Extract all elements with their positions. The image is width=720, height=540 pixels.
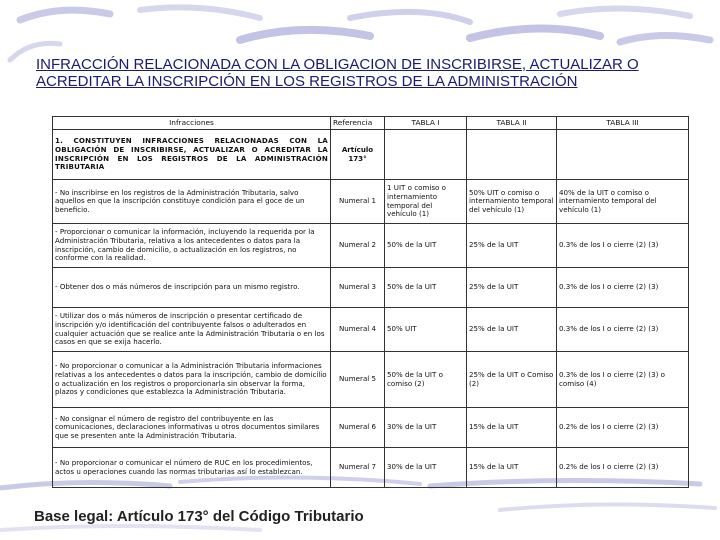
legal-basis-footer: Base legal: Artículo 173° del Código Tributario bbox=[34, 508, 364, 525]
row-tabla-3: 0.3% de los I o cierre (2) (3) o comiso (4) bbox=[557, 352, 689, 408]
row-tabla-2: 25% de la UIT bbox=[467, 308, 557, 352]
row-reference: Numeral 4 bbox=[331, 308, 385, 352]
row-description: - Obtener dos o más números de inscripción para un mismo registro. bbox=[53, 268, 331, 308]
section-t1 bbox=[385, 130, 467, 180]
row-reference: Numeral 2 bbox=[331, 224, 385, 268]
section-t3 bbox=[557, 130, 689, 180]
row-tabla-3: 0.3% de los I o cierre (2) (3) bbox=[557, 308, 689, 352]
row-description: - No proporcionar o comunicar el número de RUC en los procedimientos, actos u operaciones cuando las normas tributarias así lo establezcan. bbox=[53, 448, 331, 488]
row-tabla-1: 50% de la UIT o comiso (2) bbox=[385, 352, 467, 408]
page-title: INFRACCIÓN RELACIONADA CON LA OBLIGACION DE INSCRIBIRSE, ACTUALIZAR O ACREDITAR LA INSCRIPCIÓN EN LOS REGISTROS DE LA ADMINISTRACIÓN bbox=[36, 56, 639, 90]
row-tabla-1: 50% de la UIT bbox=[385, 268, 467, 308]
row-tabla-1: 50% UIT bbox=[385, 308, 467, 352]
row-tabla-3: 0.3% de los I o cierre (2) (3) bbox=[557, 268, 689, 308]
table-row bbox=[53, 308, 689, 352]
row-tabla-2: 25% de la UIT bbox=[467, 268, 557, 308]
header-infracciones: Infracciones bbox=[53, 117, 331, 130]
header-referencia: Referencia bbox=[331, 117, 385, 130]
row-description: - Utilizar dos o más números de inscripción o presentar certificado de inscripción y/o identificación del contribuyente falsos o adulterados en cualquier actuación que se realice ante la Administración Tributaria o en los casos en que se exija hacerlo. bbox=[53, 308, 331, 352]
row-reference: Numeral 6 bbox=[331, 408, 385, 448]
header-tabla-3: TABLA III bbox=[557, 117, 689, 130]
row-reference: Numeral 5 bbox=[331, 352, 385, 408]
row-tabla-2: 15% de la UIT bbox=[467, 448, 557, 488]
row-description: - No consignar el número de registro del contribuyente en las comunicaciones, declaraciones informativas u otros documentos similares que se presenten ante la Administración Tributaria. bbox=[53, 408, 331, 448]
section-reference: Artículo 173° bbox=[331, 130, 385, 180]
infractions-table bbox=[52, 116, 689, 488]
table-row bbox=[53, 448, 689, 488]
section-row bbox=[53, 130, 689, 180]
table-row bbox=[53, 268, 689, 308]
section-description: 1. CONSTITUYEN INFRACCIONES RELACIONADAS CON LA OBLIGACIÓN DE INSCRIBIRSE, ACTUALIZAR O ACREDITAR LA INSCRIPCIÓN EN LOS REGISTROS DE LA ADMINISTRACIÓN TRIBUTARIA bbox=[53, 130, 331, 180]
row-tabla-1: 30% de la UIT bbox=[385, 408, 467, 448]
row-reference: Numeral 7 bbox=[331, 448, 385, 488]
row-tabla-3: 0.3% de los I o cierre (2) (3) bbox=[557, 224, 689, 268]
row-tabla-3: 40% de la UIT o comiso o internamiento temporal del vehículo (1) bbox=[557, 180, 689, 224]
table-row bbox=[53, 408, 689, 448]
row-tabla-2: 25% de la UIT o Comiso (2) bbox=[467, 352, 557, 408]
row-reference: Numeral 3 bbox=[331, 268, 385, 308]
row-tabla-1: 30% de la UIT bbox=[385, 448, 467, 488]
row-description: - No inscribirse en los registros de la Administración Tributaria, salvo aquellos en que la inscripción constituye condición para el goce de un beneficio. bbox=[53, 180, 331, 224]
row-tabla-2: 50% UIT o comiso o internamiento temporal del vehículo (1) bbox=[467, 180, 557, 224]
table-header-row bbox=[53, 117, 689, 130]
row-description: - No proporcionar o comunicar a la Administración Tributaria informaciones relativas a los antecedentes o datos para la inscripción, cambio de domicilio o actualización en los registros o proporcionarla sin observar la forma, plazos y condiciones que establezca la Administración Tributaria. bbox=[53, 352, 331, 408]
row-tabla-2: 15% de la UIT bbox=[467, 408, 557, 448]
row-tabla-3: 0.2% de los I o cierre (2) (3) bbox=[557, 408, 689, 448]
section-t2 bbox=[467, 130, 557, 180]
table-row bbox=[53, 180, 689, 224]
row-tabla-2: 25% de la UIT bbox=[467, 224, 557, 268]
header-tabla-1: TABLA I bbox=[385, 117, 467, 130]
row-tabla-1: 1 UIT o comiso o internamiento temporal del vehículo (1) bbox=[385, 180, 467, 224]
header-tabla-2: TABLA II bbox=[467, 117, 557, 130]
row-description: - Proporcionar o comunicar la información, incluyendo la requerida por la Administración Tributaria, relativa a los antecedentes o datos para la inscripción, cambio de domicilio, o actualización en los registros, no conforme con la realidad. bbox=[53, 224, 331, 268]
table-row bbox=[53, 224, 689, 268]
row-tabla-1: 50% de la UIT bbox=[385, 224, 467, 268]
row-tabla-3: 0.2% de los I o cierre (2) (3) bbox=[557, 448, 689, 488]
table-row bbox=[53, 352, 689, 408]
row-reference: Numeral 1 bbox=[331, 180, 385, 224]
